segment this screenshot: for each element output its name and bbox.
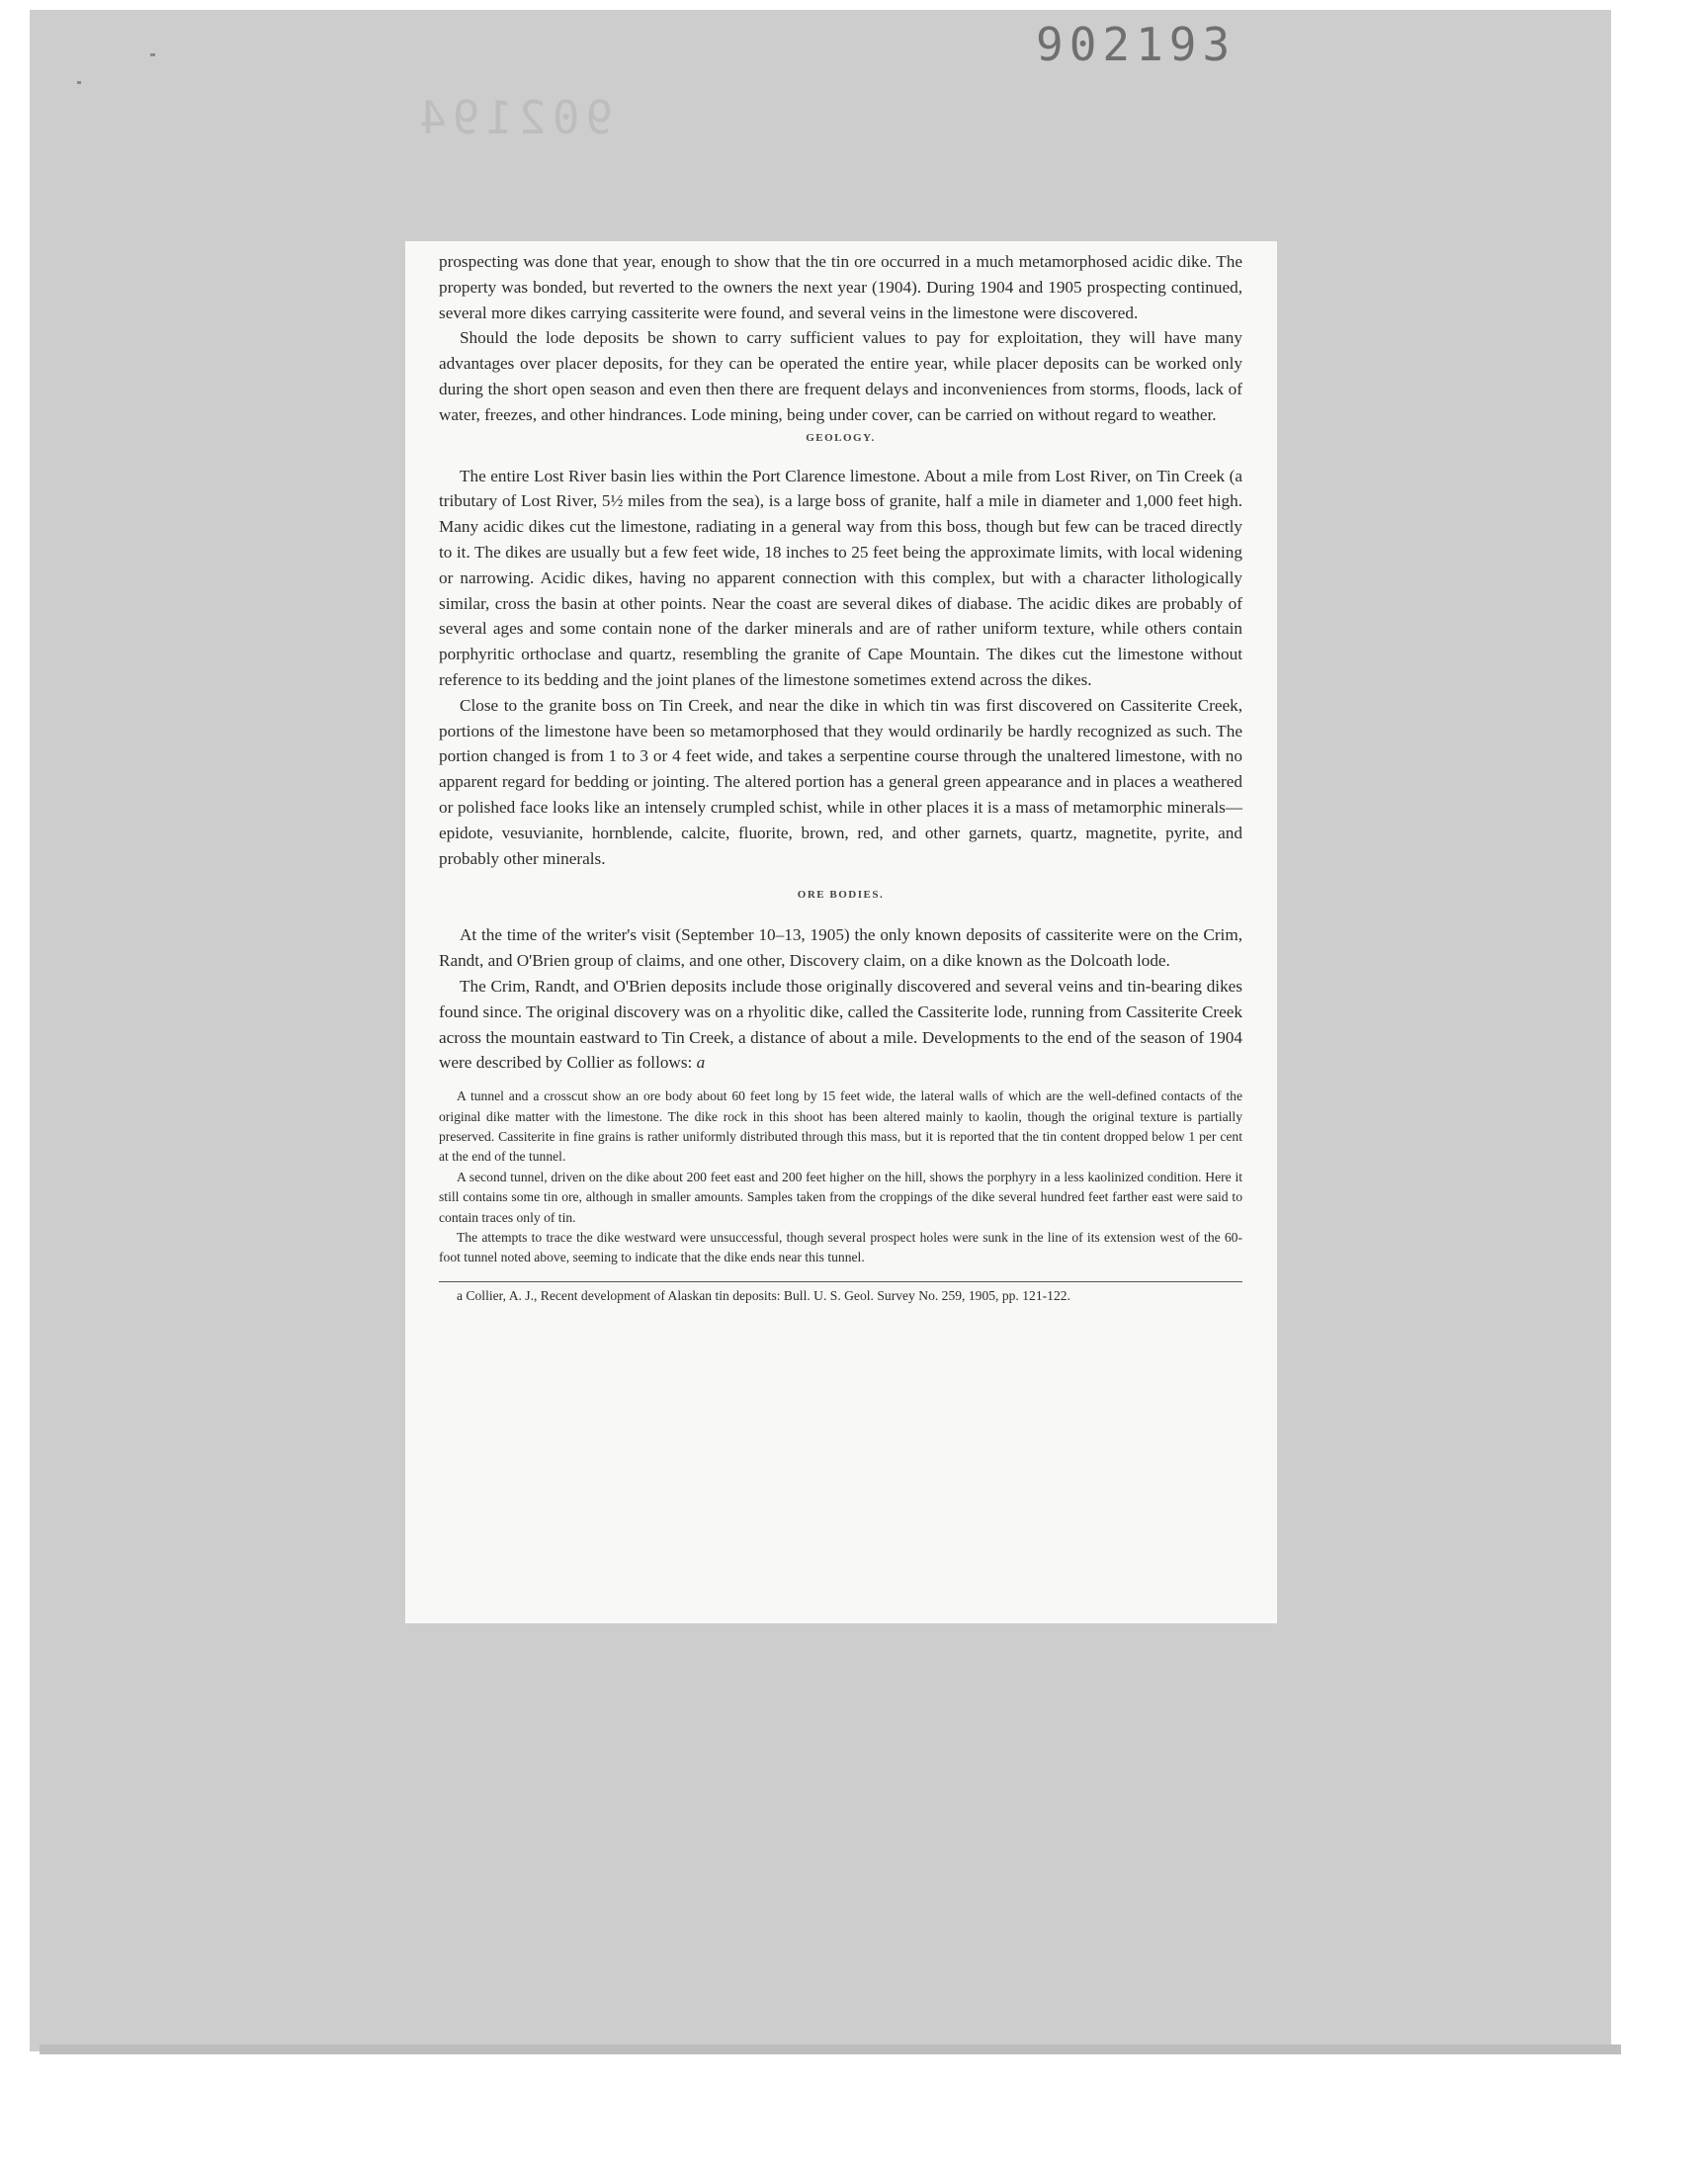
dust-speck	[77, 81, 81, 84]
archive-stamp-number: 902193	[1036, 18, 1237, 71]
quote-paragraph-1: A tunnel and a crosscut show an ore body about 60 feet long by 15 feet wide, the lateral walls of which are the well-defined contacts of the original dike matter with the limestone. The dike rock in this shoot has been altered mainly to kaolin, though the original texture is partially preserved. Cassiterite in fine grains is rather uniformly distributed through this mass, but it is reported that the tin content dropped below 1 per cent at the end of the tunnel.	[439, 1088, 1242, 1165]
page-body	[439, 249, 1242, 1076]
footnote	[439, 1287, 1242, 1304]
dust-speck	[150, 53, 155, 56]
paragraph-geology-2: Close to the granite boss on Tin Creek, and near the dike in which tin was first discovered on Cassiterite Creek, portions of the limestone have been so metamorphosed that they would ordinarily be hardly recognized as such. The portion changed is from 1 to 3 or 4 feet wide, and takes a serpentine course through the unaltered limestone, with no apparent regard for bedding or jointing. The altered portion has a general green appearance and in places a weathered or polished face looks like an intensely crumpled schist, while in other places it is a mass of metamorphic minerals—epidote, vesuvianite, hornblende, calcite, fluorite, brown, red, and other garnets, quartz, magnetite, pyrite, and probably other minerals.	[439, 695, 1242, 868]
paragraph-intro: prospecting was done that year, enough to show that the tin ore occurred in a much metamorphosed acidic dike. The property was bonded, but reverted to the owners the next year (1904). During 1904 and 1905 prospecting continued, several more dikes carrying cassiterite were found, and several veins in the limestone were discovered.	[439, 252, 1242, 322]
footnote-rule	[439, 1281, 1242, 1282]
block-quote	[439, 1087, 1242, 1268]
paragraph-lode-advantages: Should the lode deposits be shown to carry sufficient values to pay for exploitation, they will have many advantages over placer deposits, for they can be operated the entire year, while placer deposits can be worked only during the short open season and even then there are frequent delays and inconveniences from storms, floods, lack of water, freezes, and other hindrances. Lode mining, being under cover, can be carried on without regard to weather.	[439, 328, 1242, 424]
footnote-marker: a	[696, 1053, 706, 1073]
quote-paragraph-3: The attempts to trace the dike westward were unsuccessful, though several prospect holes were sunk in the line of its extension west of the 60-foot tunnel noted above, seeming to indicate that the dike ends near this tunnel.	[439, 1229, 1242, 1265]
scan-background-edge	[40, 2044, 1621, 2054]
quote-paragraph-2: A second tunnel, driven on the dike about 200 feet east and 200 feet higher on the hill, shows the porphyry in a less kaolinized condition. Here it still contains some tin ore, although in smaller amounts. Samples taken from the croppings of the dike several hundred feet farther east were said to contain traces only of tin.	[439, 1169, 1242, 1225]
document-page	[405, 241, 1277, 1623]
paragraph-ore-2	[439, 974, 1242, 1076]
footnote-text: a Collier, A. J., Recent development of Alaskan tin deposits: Bull. U. S. Geol. Survey No. 259, 1905, pp. 121-122.	[457, 1287, 1070, 1303]
paragraph-ore-2-text: The Crim, Randt, and O'Brien deposits include those originally discovered and several veins and tin-bearing dikes found since. The original discovery was on a rhyolitic dike, called the Cassiterite lode, running from Cassiterite Creek across the mountain eastward to Tin Creek, a distance of about a mile. Developments to the end of the season of 1904 were described by Collier as follows:	[439, 976, 1242, 1073]
paragraph-geology-1: The entire Lost River basin lies within the Port Clarence limestone. About a mile from Lost River, on Tin Creek (a tributary of Lost River, 5½ miles from the sea), is a large boss of granite, half a mile in diameter and 1,000 feet high. Many acidic dikes cut the limestone, radiating in a general way from this boss, though but few can be traced directly to it. The dikes are usually but a few feet wide, 18 inches to 25 feet being the approximate limits, with local widening or narrowing. Acidic dikes, having no apparent connection with this complex, but with a character lithologically similar, cross the basin at other points. Near the coast are several dikes of diabase. The acidic dikes are probably of several ages and some contain none of the darker minerals and are of rather uniform texture, while others contain porphyritic orthoclase and quartz, resembling the granite of Cape Mountain. The dikes cut the limestone without reference to its bedding and the joint planes of the limestone sometimes extend across the dikes.	[439, 466, 1242, 689]
paragraph-ore-1: At the time of the writer's visit (September 10–13, 1905) the only known deposits of cassiterite were on the Crim, Randt, and O'Brien group of claims, and one other, Discovery claim, on a dike known as the Dolcoath lode.	[439, 925, 1242, 971]
heading-ore-bodies: ORE BODIES.	[797, 889, 885, 902]
bleed-through-stamp-number: 902194	[413, 91, 614, 144]
heading-geology: GEOLOGY.	[806, 431, 876, 444]
